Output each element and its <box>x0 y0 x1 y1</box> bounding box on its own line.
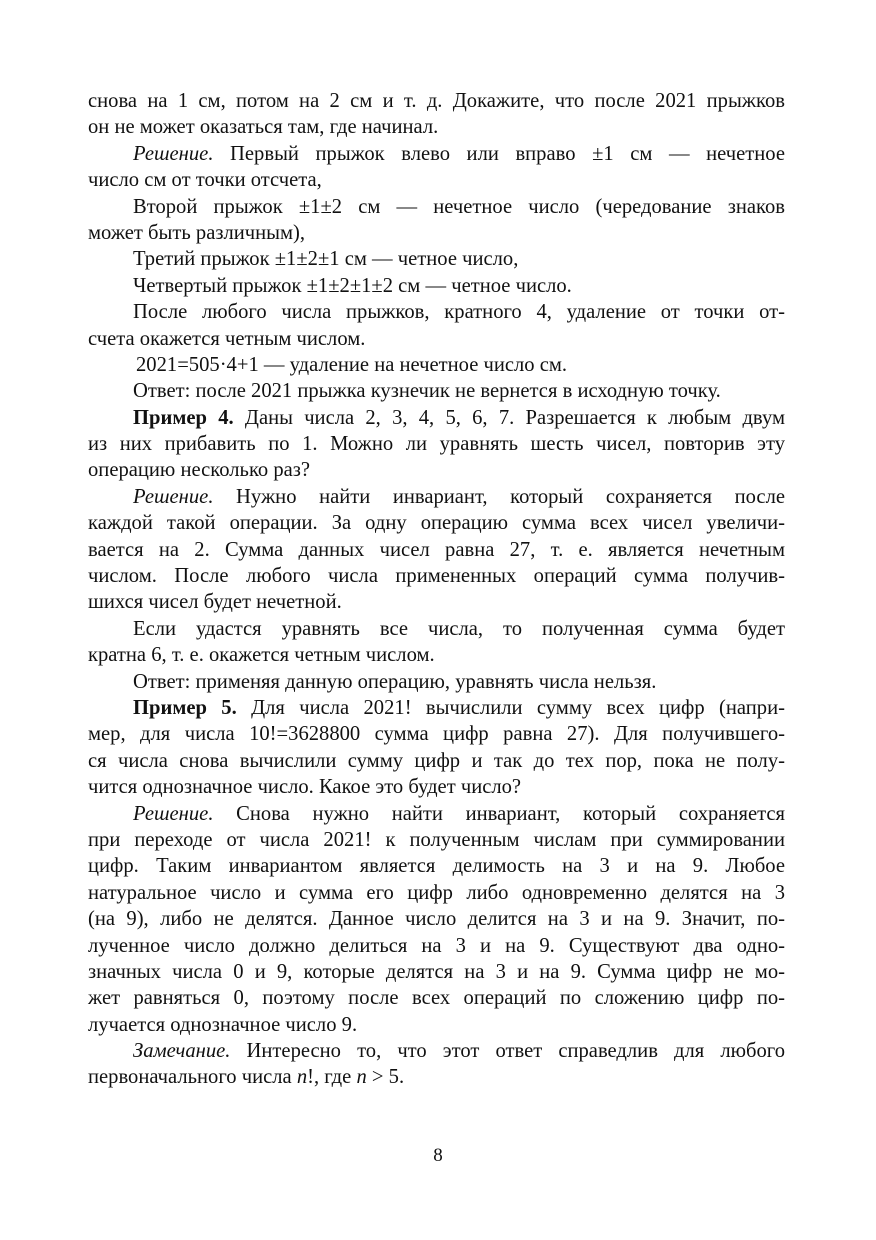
text-line: вается на 2. Сумма данных чисел равна 27, т. е. является нечетным <box>88 538 785 561</box>
variable-n: n <box>296 1066 308 1089</box>
text-line: число см от точки отсчета, <box>88 169 322 192</box>
paragraph <box>88 88 785 141</box>
paragraph <box>88 141 785 194</box>
answer-line: Ответ: после 2021 прыжка кузнечик не вернется в исходную точку. <box>133 380 721 403</box>
variable-n: n <box>356 1066 367 1089</box>
paragraph <box>88 484 785 616</box>
text-line: он не может оказаться там, где начинал. <box>88 116 439 139</box>
paragraph <box>88 194 785 247</box>
paragraph <box>88 669 785 695</box>
paragraph <box>88 405 785 484</box>
text-line <box>88 1038 785 1064</box>
text-line: натуральное число и сумма его цифр либо одновременно делятся на 3 <box>88 881 785 904</box>
text-line: счета окажется четным числом. <box>88 327 366 350</box>
text-line: Если удастся уравнять все числа, то полученная сумма будет <box>133 617 785 640</box>
text-line: жет равняться 0, поэтому после всех операций по сложению цифр по- <box>88 987 785 1010</box>
text-line <box>88 141 785 167</box>
paragraph <box>88 801 785 1039</box>
text-line <box>88 695 785 721</box>
text-fragment: Для числа 2021! вычислили сумму всех цифр (напри- <box>236 696 785 719</box>
remark-label: Замечание. <box>133 1040 231 1063</box>
text-fragment: Нужно найти инвариант, который сохраняется после <box>213 485 785 508</box>
example-label: Пример 4. <box>133 406 234 429</box>
answer-line: Ответ: применяя данную операцию, уравнять числа нельзя. <box>133 670 657 693</box>
text-line <box>88 484 785 510</box>
paragraph <box>88 352 785 378</box>
text-fragment: Снова нужно найти инвариант, который сохраняется <box>213 802 785 825</box>
text-fragment: > 5. <box>366 1066 405 1089</box>
paragraph <box>88 1038 785 1091</box>
text-line: снова на 1 см, потом на 2 см и т. д. Докажите, что после 2021 прыжков <box>88 90 785 112</box>
text-line: Второй прыжок ±1±2 см — нечетное число (чередование знаков <box>133 195 785 218</box>
text-line: шихся чисел будет нечетной. <box>88 591 342 614</box>
text-line: Третий прыжок ±1±2±1 см — четное число, <box>133 248 519 271</box>
text-fragment: Даны числа 2, 3, 4, 5, 6, 7. Разрешается к любым двум <box>233 406 785 429</box>
solution-label: Решение. <box>133 142 214 165</box>
solution-label: Решение. <box>133 802 214 825</box>
solution-label: Решение. <box>133 485 214 508</box>
text-line: кратна 6, т. е. окажется четным числом. <box>88 644 435 667</box>
paragraph <box>88 616 785 669</box>
text-line: После любого числа прыжков, кратного 4, удаление от точки от- <box>133 301 785 324</box>
paragraph <box>88 378 785 404</box>
text-line: цифр. Таким инвариантом является делимость на 3 и на 9. Любое <box>88 855 785 878</box>
text-line: ся числа снова вычислили сумму цифр и так до тех пор, пока не полу- <box>88 749 785 772</box>
paragraph <box>88 273 785 299</box>
text-line: лучается однозначное число 9. <box>88 1013 358 1036</box>
paragraph <box>88 299 785 352</box>
text-line: может быть различным), <box>88 221 306 244</box>
text-line: мер, для числа 10!=3628800 сумма цифр равна 27). Для получившего- <box>88 723 785 746</box>
text-line: (на 9), либо не делятся. Данное число делится на 3 и на 9. Значит, по- <box>88 908 785 931</box>
text-line <box>88 405 785 431</box>
text-fragment: первоначального числа <box>88 1066 297 1089</box>
text-line: значных числа 0 и 9, которые делятся на 3 и на 9. Сумма цифр не мо- <box>88 960 785 983</box>
example-label: Пример 5. <box>133 696 237 719</box>
text-fragment: Интересно то, что этот ответ справедлив для любого <box>230 1040 785 1063</box>
text-line: каждой такой операции. За одну операцию сумма всех чисел увеличи- <box>88 512 785 535</box>
page-number: 8 <box>433 1145 443 1166</box>
document-body <box>88 88 785 1091</box>
text-line: из них прибавить по 1. Можно ли уравнять шесть чисел, повторив эту <box>88 433 785 456</box>
text-line: при переходе от числа 2021! к полученным числам при суммировании <box>88 828 785 851</box>
text-line: чится однозначное число. Какое это будет число? <box>88 776 522 799</box>
text-line: числом. После любого числа примененных операций сумма получив- <box>88 565 785 588</box>
formula-line: 2021=505·4+1 — удаление на нечетное число см. <box>136 353 568 376</box>
text-fragment: Первый прыжок влево или вправо ±1 см — нечетное <box>213 142 785 165</box>
text-line <box>88 801 785 827</box>
paragraph <box>88 246 785 272</box>
paragraph <box>88 695 785 801</box>
text-line: Четвертый прыжок ±1±2±1±2 см — четное число. <box>133 274 572 297</box>
text-line: операцию несколько раз? <box>88 459 311 482</box>
text-fragment: !, где <box>307 1066 357 1089</box>
text-line <box>88 1064 785 1090</box>
text-line: лученное число должно делиться на 3 и на 9. Существуют два одно- <box>88 934 785 957</box>
